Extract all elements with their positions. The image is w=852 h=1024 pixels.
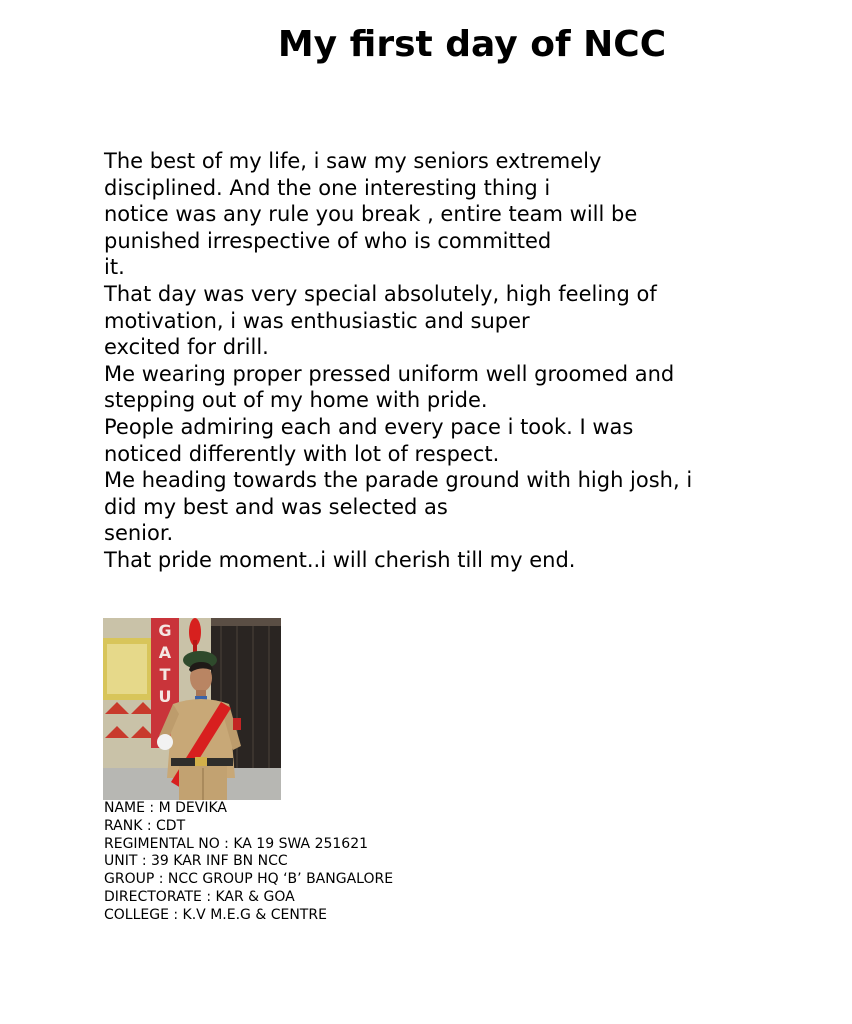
essay-line: senior.	[104, 521, 174, 546]
detail-regimental-no: REGIMENTAL NO : KA 19 SWA 251621	[104, 835, 369, 852]
detail-group: GROUP : NCC GROUP HQ ‘B’ BANGALORE	[104, 871, 394, 888]
essay-line: motivation, i was enthusiastic and super	[104, 308, 530, 333]
essay-line: The best of my life, i saw my seniors extremely	[104, 149, 602, 173]
essay-line: That day was very special absolutely, high feeling of	[104, 281, 657, 306]
essay-line: disciplined. And the one interesting thing i	[104, 175, 551, 200]
essay-line: That pride moment..i will cherish till my end.	[104, 547, 576, 572]
banner-letter: A	[158, 643, 172, 662]
banner-letter: U	[158, 687, 172, 706]
essay-line: it.	[104, 255, 125, 280]
page-title: My first day of NCC	[277, 24, 667, 65]
essay-body	[104, 148, 804, 574]
cadet-details	[104, 800, 393, 925]
essay-line: stepping out of my home with pride.	[104, 388, 488, 413]
detail-rank: RANK : CDT	[104, 817, 186, 834]
essay-line: did my best and was selected as	[104, 494, 448, 519]
essay-line: excited for drill.	[104, 335, 269, 360]
cadet-photo	[103, 618, 281, 800]
essay-line: Me wearing proper pressed uniform well groomed and	[104, 361, 675, 386]
essay-line: People admiring each and every pace i took. I was	[104, 414, 634, 439]
essay-line: notice was any rule you break , entire team will be	[104, 202, 638, 227]
essay-line: Me heading towards the parade ground with high josh, i	[104, 468, 693, 493]
essay-line: noticed differently with lot of respect.	[104, 441, 500, 466]
cadet-photo-illustration	[103, 618, 281, 800]
detail-directorate: DIRECTORATE : KAR & GOA	[104, 888, 295, 905]
banner-letter: T	[159, 665, 171, 684]
detail-name: NAME : M DEVIKA	[104, 800, 227, 816]
essay-line: punished irrespective of who is committed	[104, 228, 552, 253]
banner-letter: G	[158, 621, 172, 640]
detail-unit: UNIT : 39 KAR INF BN NCC	[104, 853, 288, 870]
detail-college: COLLEGE : K.V M.E.G & CENTRE	[104, 906, 327, 923]
